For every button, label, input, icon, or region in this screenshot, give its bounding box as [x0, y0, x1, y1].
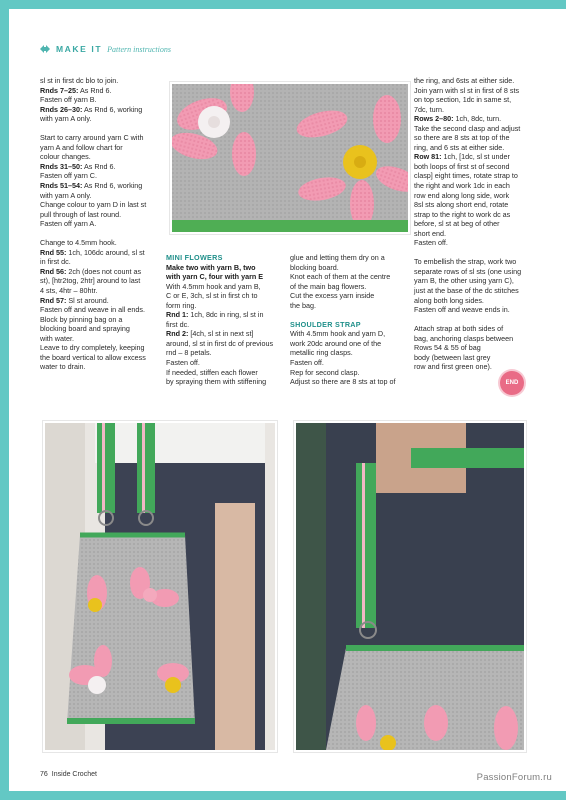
header-subtitle: Pattern instructions: [107, 44, 171, 54]
text-column-1: sl st in first dc blo to join. Rnds 7–25: As Rnd 6. Fasten off yarn B. Rnds 26–30: As Rnd 6, working with yarn A only. Start to carry around yarn C with yarn A and follow chart for colour changes. Rnds 31–50: As Rnd 6. Fasten off yarn C. Rnds 51–54: As Rnd 6, working with yarn A only. Change colour to yarn D in last st pull through of last round. Fasten off yarn A. Change to 4.5mm hook. Rnd 55: 1ch, 106dc around, sl st in first dc. Rnd 56: 2ch (does not count as st), [htr2tog, 2htr] around to last 4 sts, 4htr – 80htr. Rnd 57: Sl st around. Fasten off and weave in all ends. Block by pinning bag on a blocking board and spraying with water. Leave to dry completely, keeping the board vertical to allow excess water to drain.: [40, 76, 147, 372]
page-number: 76: [40, 771, 48, 778]
text-column-3: glue and letting them dry on a blocking board. Knot each of them at the centre of the main bag flowers. Cut the excess yarn inside the bag. SHOULDER STRAP With 4.5mm hook and yarn D, work 20dc around one of the metallic ring clasps. Fasten off. Rep for second clasp. Adjust so there are 8 sts at top of: [290, 253, 408, 387]
text-column-2: MINI FLOWERS Make two with yarn B, two with yarn C, four with yarn E With 4.5mm hook and yarn B, C or E, 3ch, sl st in first ch to form ring. Rnd 1: 1ch, 8dc in ring, sl st in first dc. Rnd 2: [4ch, sl st in next st] around, sl st in first dc of previous rnd – 8 petals. Fasten off. If needed, stiffen each flower by spraying them with stiffening: [166, 253, 284, 387]
page-footer: [40, 771, 97, 778]
bag-full-photo: [43, 421, 277, 752]
left-border: [0, 0, 9, 800]
magazine-name: Inside Crochet: [51, 771, 97, 778]
top-border: [0, 0, 566, 9]
double-arrow-icon: [40, 44, 51, 54]
mini-flowers-heading: MINI FLOWERS: [166, 253, 223, 262]
shoulder-strap-heading: SHOULDER STRAP: [290, 319, 361, 329]
white-flower-icon: [198, 106, 230, 138]
yellow-flower-icon: [88, 598, 102, 612]
watermark: PassionForum.ru: [476, 772, 552, 783]
white-flower-icon: [88, 676, 106, 694]
end-badge: END: [500, 371, 524, 395]
bag-closeup-photo: [170, 82, 410, 234]
bottom-border: [0, 791, 566, 800]
header-title: MAKE IT: [56, 44, 103, 54]
text-column-4: the ring, and 6sts at either side. Join yarn with sl st in first of 8 sts on top section, 1dc in same st, 7dc, turn. Rows 2–80: 1ch, 8dc, turn. Take the second clasp and adjust so there are 8 sts at top of the ring, and 6 sts at either side. Row 81: 1ch, [1dc, sl st under both loops of first st of second clasp] eight times, rotate strap to the right and work 1dc in each row end along long side, work 8sl sts along short end, rotate strap to the right to work dc as before, sl st at beg of other short end. Fasten off. To embellish the strap, work two separate rows of sl sts (one using yarn B, the other using yarn C), just at the base of the dc stitches along both long sides. Fasten off and weave ends in. Attach strap at both sides of bag, anchoring clasps between Rows 54 & 55 of bag body (between last grey row and first green one).: [414, 76, 522, 372]
bag-strap-photo: [294, 421, 526, 752]
yellow-flower-icon: [343, 145, 377, 179]
section-header: [40, 43, 171, 55]
